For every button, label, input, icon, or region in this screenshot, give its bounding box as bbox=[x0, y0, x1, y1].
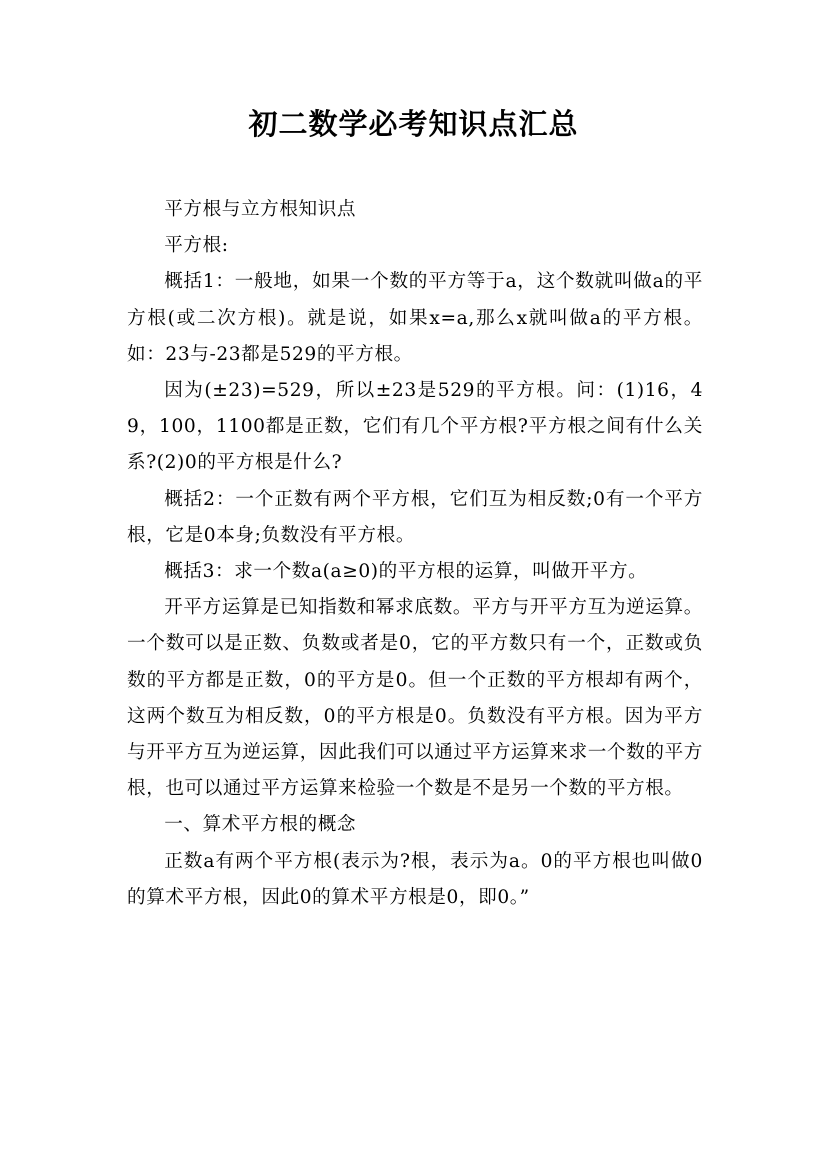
paragraph: 正数a有两个平方根(表示为?根，表示为a。0的平方根也叫做0的算术平方根，因此0的算术平方根是0，即0。” bbox=[127, 850, 703, 908]
section-heading: 平方根与立方根知识点 bbox=[164, 199, 357, 220]
paragraph: 概括3：求一个数a(a≥0)的平方根的运算，叫做开平方。 bbox=[164, 561, 648, 583]
paragraph: 因为(±23)=529，所以±23是529的平方根。问：(1)16，49，100，1100都是正数，它们有几个平方根?平方根之间有什么关系?(2)0的平方根是什么? bbox=[127, 380, 703, 474]
subsection-heading: 平方根: bbox=[164, 235, 229, 257]
document-title: 初二数学必考知识点汇总 bbox=[248, 107, 579, 141]
section-heading: 一、算术平方根的概念 bbox=[164, 814, 357, 836]
document-body bbox=[127, 192, 703, 916]
paragraph: 开平方运算是已知指数和幂求底数。平方与开平方互为逆运算。一个数可以是正数、负数或者是0，它的平方数只有一个，正数或负数的平方都是正数，0的平方是0。但一个正数的平方根却有两个，这两个数互为相反数，0的平方根是0。负数没有平方根。因为平方与开平方互为逆运算，因此我们可以通过平方运算来求一个数的平方根，也可以通过平方运算来检验一个数是不是另一个数的平方根。 bbox=[127, 597, 703, 800]
paragraph: 概括1：一般地，如果一个数的平方等于a，这个数就叫做a的平方根(或二次方根)。就是说，如果x=a,那么x就叫做a的平方根。如：23与-23都是529的平方根。 bbox=[127, 271, 703, 365]
paragraph: 概括2：一个正数有两个平方根，它们互为相反数;0有一个平方根，它是0本身;负数没有平方根。 bbox=[127, 488, 703, 546]
